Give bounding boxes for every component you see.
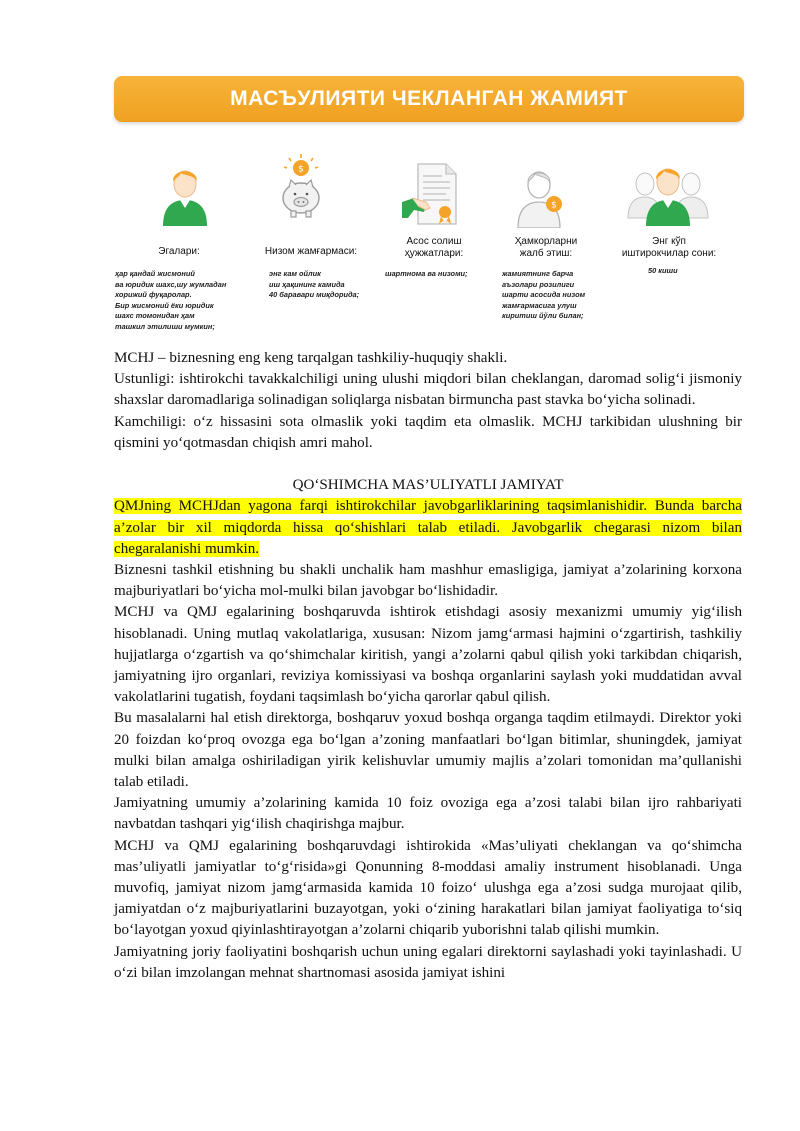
- highlighted-text: QMJning MCHJdan yagona farqi ishtirokchilar javobgarliklarining taqsimlanishidir. Bunda barcha a’zolar bir xil miqdorda hissa qo‘shishlari talab etiladi. Javobgarlik chegarasi nizom bilan chegaralanishi mumkin.: [114, 498, 742, 557]
- paragraph-extraordinary-meeting: Jamiyatning umumiy a’zolarining kamida 10 foiz ovoziga ega a’zosi talabi bilan ijro rahbariyati navbatdan tashqari yig‘ilish chaqirishga majbur.: [114, 795, 742, 833]
- item-2-title: Низом жамғармаси:: [264, 246, 358, 257]
- svg-text:$: $: [298, 164, 304, 175]
- piggy-bank-icon: [276, 154, 326, 226]
- paragraph-director: Bu masalalarni hal etish direktorga, boshqaruv yoxud boshqa organga taqdim etilmaydi. Direktor yoki 20 foizdan ko‘proq ovozga ega bo‘lgan a’zoning manfaatlari bo‘lgan bitimlar, shuningdek, jamiyat mulki bilan amalga oshiriladigan yirik kelishuvlar umumiy majlis a’zolari tomonidan ma’qullanishi talab etiladi.: [114, 710, 742, 791]
- paragraph-disadvantages: Kamchiligi: o‘z hissasini sota olmaslik yoki taqdim eta olmaslik. MCHJ tarkibidan ulushning bir qismini yo‘qotmasdan chiqish amri mahol.: [114, 413, 742, 451]
- paragraph-advantages: Ustunligi: ishtirokchi tavakkalchiligi uning ulushi miqdori bilan cheklangan, daromad solig‘i jismoniy shaxslar daromadlariga solinadigan soliqlarga nisbatan birmuncha past stavka bo‘yicha solinadi.: [114, 371, 742, 409]
- paragraph-highlighted: [114, 496, 742, 560]
- section-heading: QO‘SHIMCHA MAS’ULIYATLI JAMIYAT: [292, 477, 564, 494]
- item-1-title: Эгалари:: [158, 246, 200, 257]
- item-2-description: энг кам ойлик иш ҳақининг камида 40 баравари миқдорида;: [269, 269, 360, 299]
- body-text: [114, 348, 742, 984]
- document-icon: [400, 162, 460, 230]
- person-icon: [160, 164, 210, 226]
- item-3-title: Асос солиш ҳужжатлари:: [404, 236, 464, 259]
- paragraph-management: Jamiyatning joriy faoliyatini boshqarish uchun uning egalari direktorni saylashadi yoki tayinlashadi. U o‘zi bilan imzolangan mehnat shartnomasi asosida jamiyat ishini: [114, 943, 742, 981]
- item-3-description: шартнома ва низоми;: [385, 269, 468, 278]
- item-4-title: Ҳамкорларни жалб этиш:: [514, 236, 578, 259]
- infographic: [114, 76, 744, 338]
- paragraph-law-article: MCHJ va QMJ egalarining boshqaruvdagi ishtirokida «Mas’uliyati cheklangan va qo‘shimcha mas’uliyatli jamiyatlar to‘g‘risida»gi Qonunning 8-moddasi amaliy instrument hisoblanadi. Unga muvofiq, jamiyat nizom jamg‘armasida kamida 10 foizo‘ ulushga ega a’zosi sudga murojaat qilib, jamiyatdan o‘z majburiyatlarini buzayotgan, yoki o‘zining harakatlari bilan jamiyat faoliyatiga to‘siq bo‘layotgan yoxud qiyinlashtirayotgan a’zolarni chiqarib yuborishni talab qilishi mumkin.: [114, 837, 742, 939]
- item-5-title: Энг кўп иштирокчилар сони:: [621, 236, 717, 259]
- group-icon: [626, 160, 710, 226]
- svg-text:$: $: [551, 200, 557, 211]
- item-4-description: жамиятнинг барча аъзолари розилиги шарти асосида низом жамғармасига улуш киритиш йўли билан;: [502, 269, 586, 320]
- item-1-description: ҳар қандай жисмоний ва юридик шахс,шу жумладан хорижий фуқаролар. Бир жисмоний ёки юридик шахс томонидан ҳам ташкил этилиши мумкин;: [115, 269, 227, 331]
- infographic-banner: МАСЪУЛИЯТИ ЧЕКЛАНГАН ЖАМИЯТ: [114, 76, 744, 122]
- paragraph-mchj-definition: MCHJ – biznesning eng keng tarqalgan tashkiliy-huquqiy shakli.: [114, 350, 508, 366]
- item-5-description: 50 киши: [648, 266, 678, 275]
- paragraph-general-meeting: MCHJ va QMJ egalarining boshqaruvda ishtirok etishdagi asosiy mexanizmi umumiy yig‘ilish hisoblanadi. Uning mutlaq vakolatlariga, xususan: Nizom jamg‘armasi hajmini o‘zgartirish, tashkiliy hujjatlarga o‘zgartish va qo‘shimchalar kiritish, yangi a’zolarni qabul qilish yoki tarkibdan chiqarish, jamiyatning ijro organlari, reviziya komissiyasi va boshqa organlarini saylash yoki muddatidan avval vakolatlarini tugatish, foydani taqsimlash bo‘yicha qarorlar qabul qilish.: [114, 604, 742, 706]
- paragraph-popularity: Biznesni tashkil etishning bu shakli unchalik ham mashhur emasligiga, jamiyat a’zolarining korxona majburiyatlari bo‘yicha mol-mulki bilan javobgar bo‘lishidadir.: [114, 562, 742, 600]
- spacer: [114, 454, 742, 475]
- partner-icon: [514, 164, 570, 228]
